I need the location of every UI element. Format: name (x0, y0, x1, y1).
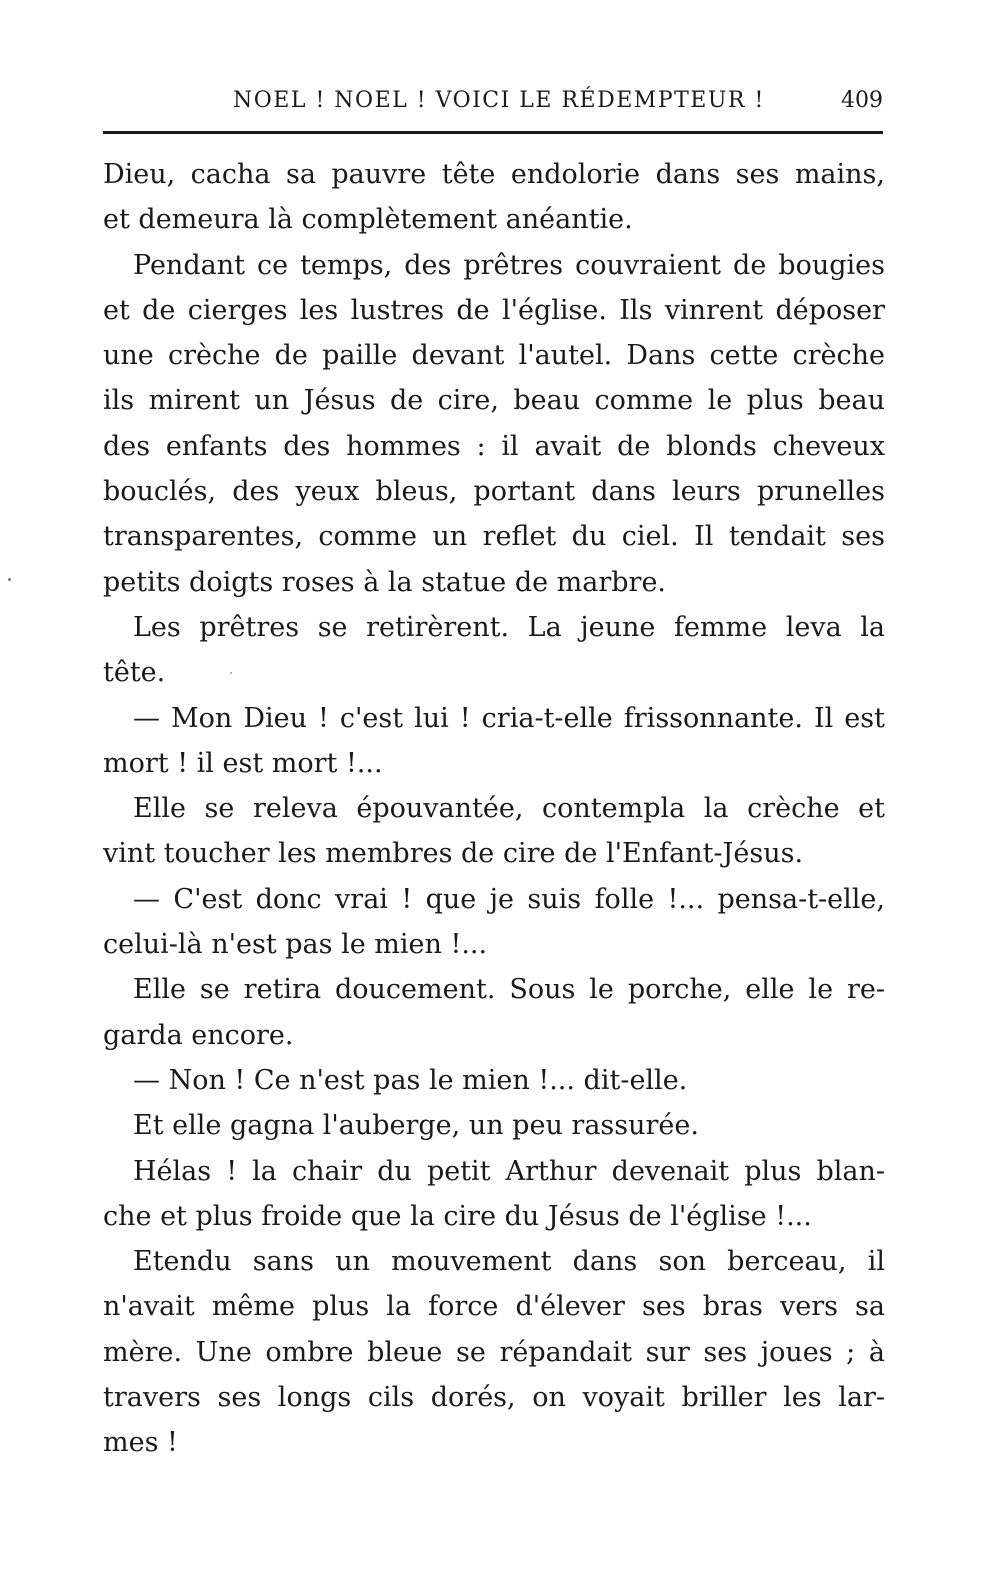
text-line: Elle se retira doucement. Sous le porche, elle le re- (133, 974, 885, 1006)
text-line: mort ! il est mort !... (103, 747, 383, 779)
text-line: Etendu sans un mouvement dans son berceau, il (133, 1246, 885, 1278)
print-speck (230, 672, 232, 674)
text-line: transparentes, comme un reflet du ciel. Il tendait ses (103, 521, 885, 553)
text-line: — Mon Dieu ! c'est lui ! cria-t-elle frissonnante. Il est (133, 702, 885, 734)
text-line: garda encore. (103, 1019, 294, 1051)
text-line: Elle se releva épouvantée, contempla la crèche et (133, 793, 885, 825)
text-line: mère. Une ombre bleue se répandait sur ses joues ; à (103, 1336, 885, 1368)
text-line: Dieu, cacha sa pauvre tête endolorie dans ses mains, (103, 159, 885, 190)
text-line: travers ses longs cils dorés, on voyait briller les lar- (103, 1382, 885, 1414)
page-number: 409 (841, 88, 883, 113)
header-rule (103, 131, 883, 134)
text-line: Pendant ce temps, des prêtres couvraient de bougies (133, 249, 885, 281)
text-line: vint toucher les membres de cire de l'Enfant-Jésus. (103, 838, 804, 870)
text-line: et demeura là complètement anéantie. (103, 204, 633, 236)
text-line: n'avait même plus la force d'élever ses bras vers sa (103, 1291, 885, 1323)
text-line: une crèche de paille devant l'autel. Dans cette crèche (103, 340, 885, 372)
text-line: Hélas ! la chair du petit Arthur devenait plus blan- (133, 1155, 885, 1187)
page-header (103, 84, 883, 124)
text-line: — Non ! Ce n'est pas le mien !... dit-elle. (133, 1064, 688, 1096)
text-line: — C'est donc vrai ! que je suis folle !... pensa-t-elle, (133, 883, 885, 915)
text-line: bouclés, des yeux bleus, portant dans leurs prunelles (103, 476, 885, 508)
text-line: che et plus froide que la cire du Jésus de l'église !... (103, 1200, 812, 1232)
running-title: NOEL ! NOEL ! VOICI LE RÉDEMPTEUR ! (233, 88, 765, 113)
text-line: petits doigts roses à la statue de marbre. (103, 566, 667, 598)
print-speck (8, 578, 11, 581)
text-line: Et elle gagna l'auberge, un peu rassurée. (133, 1110, 699, 1142)
text-line: Les prêtres se retirèrent. La jeune femme leva la (133, 611, 885, 643)
text-line: tête. (103, 657, 166, 689)
text-line: celui-là n'est pas le mien !... (103, 929, 488, 961)
body-text (103, 152, 885, 1466)
text-line: des enfants des hommes : il avait de blonds cheveux (103, 430, 885, 462)
text-line: et de cierges les lustres de l'église. Ils vinrent déposer (103, 294, 885, 326)
text-line: ils mirent un Jésus de cire, beau comme le plus beau (103, 385, 885, 417)
text-line: mes ! (103, 1427, 178, 1459)
